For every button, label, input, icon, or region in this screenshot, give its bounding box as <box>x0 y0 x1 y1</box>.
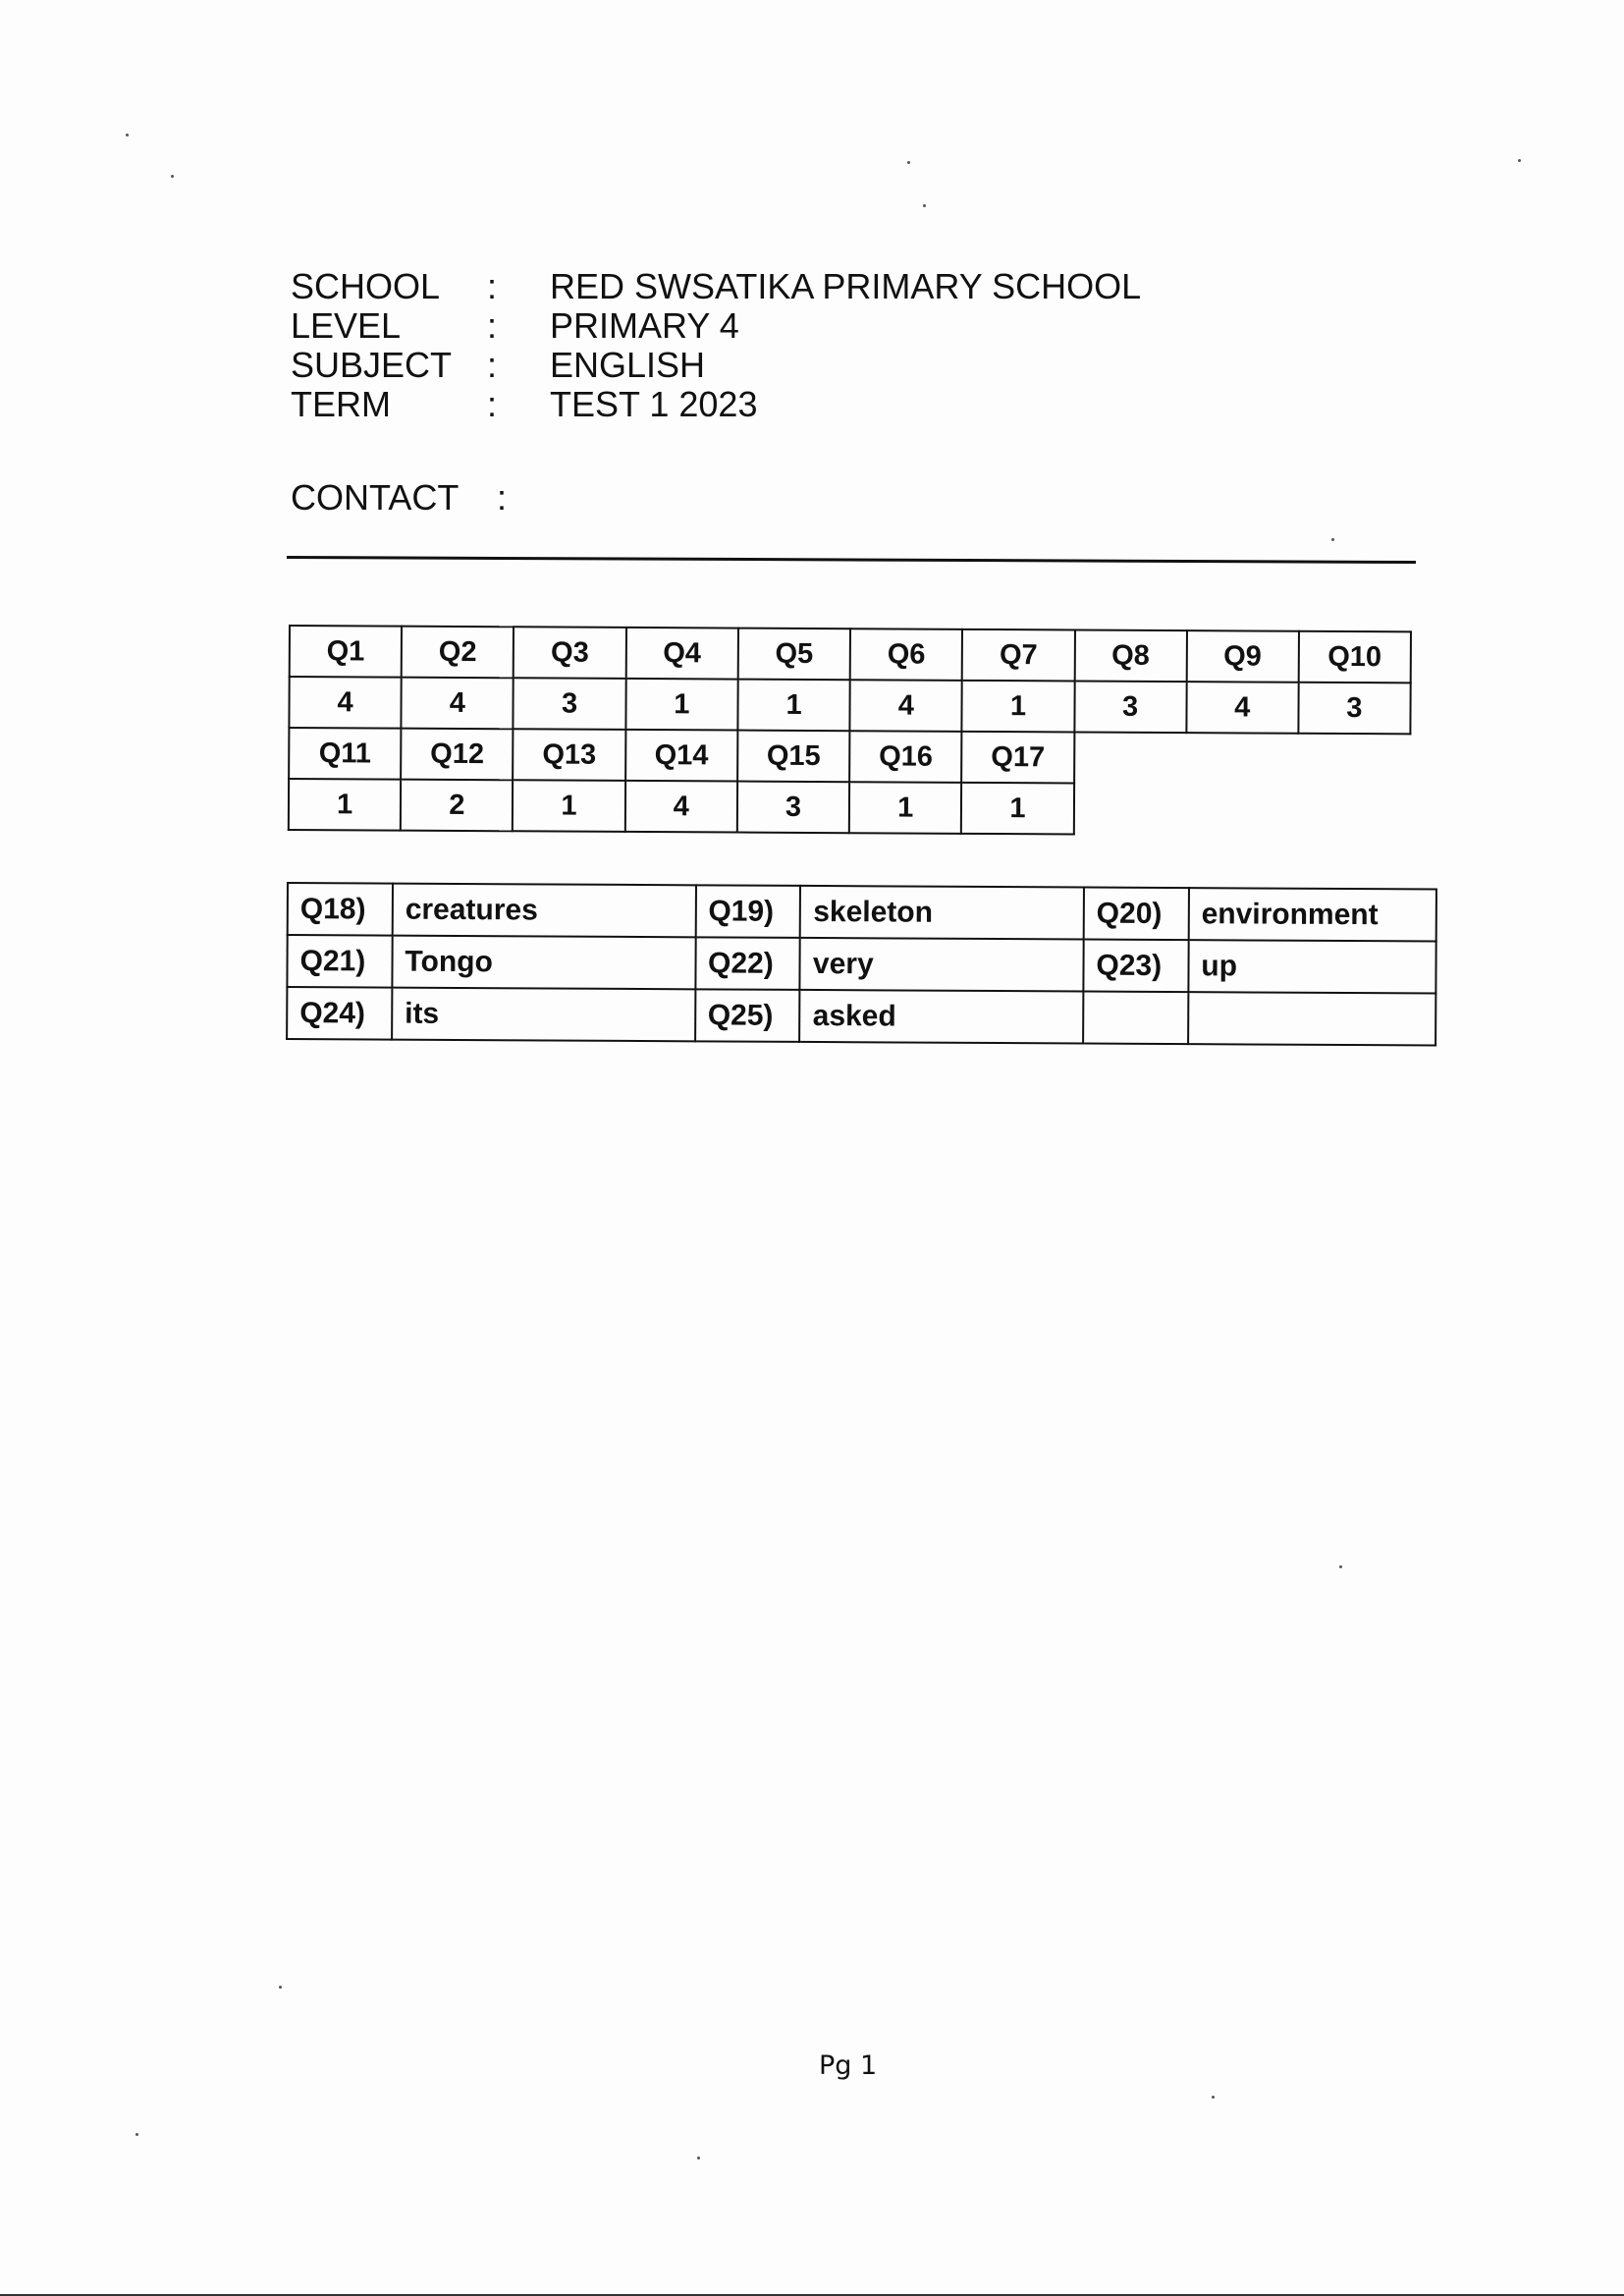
mcq-answer-cell: 1 <box>737 680 850 732</box>
scan-speck <box>1212 2096 1215 2099</box>
mcq-question-cell: Q8 <box>1074 629 1186 682</box>
info-colon: : <box>487 305 498 346</box>
word-question-cell: Q19) <box>695 885 800 938</box>
mcq-question-cell: Q2 <box>402 627 514 679</box>
mcq-question-cell: Q4 <box>625 628 738 680</box>
scan-speck <box>1518 159 1521 162</box>
empty-cell <box>1073 783 1185 835</box>
word-answer-cell: skeleton <box>800 886 1084 940</box>
word-question-cell: Q23) <box>1083 940 1188 993</box>
info-value: RED SWSATIKA PRIMARY SCHOOL <box>550 266 1142 306</box>
scan-speck <box>923 204 926 207</box>
info-row-school <box>291 267 1141 306</box>
word-answer-row <box>288 883 1436 942</box>
empty-cell <box>1186 733 1298 785</box>
contact-colon: : <box>497 477 508 518</box>
contact-row <box>291 477 560 519</box>
mcq-question-cell: Q5 <box>738 629 851 681</box>
word-answer-table <box>286 882 1437 1047</box>
info-label: TERM <box>291 384 391 424</box>
info-row-term <box>291 385 1141 424</box>
page-number: Pg 1 <box>819 2050 878 2081</box>
info-colon: : <box>487 266 498 306</box>
mcq-answer-cell: 2 <box>401 780 514 832</box>
info-row-subject <box>291 346 1141 385</box>
mcq-question-cell: Q6 <box>850 629 963 681</box>
word-answer-cell: up <box>1188 940 1435 993</box>
scan-speck <box>126 134 129 137</box>
mcq-question-cell: Q12 <box>401 729 514 781</box>
mcq-answer-cell: 3 <box>514 678 626 730</box>
mcq-answer-cell: 4 <box>625 781 738 833</box>
info-label: SUBJECT <box>291 345 453 385</box>
mcq-question-cell: Q16 <box>849 731 962 783</box>
empty-cell <box>1298 734 1411 786</box>
info-colon: : <box>487 345 498 385</box>
mcq-answer-cell: 1 <box>961 783 1074 835</box>
mcq-question-row <box>289 728 1410 785</box>
mcq-answer-cell: 1 <box>513 780 625 832</box>
scan-speck <box>171 175 174 178</box>
word-answer-cell: creatures <box>393 884 696 938</box>
scan-speck <box>135 2133 138 2136</box>
mcq-answer-cell: 3 <box>737 782 850 834</box>
mcq-question-cell: Q7 <box>962 629 1075 682</box>
empty-cell <box>1185 784 1297 836</box>
mcq-answer-cell: 4 <box>402 678 514 730</box>
mcq-answer-cell: 4 <box>1186 682 1298 734</box>
mcq-question-cell: Q9 <box>1186 630 1298 683</box>
contact-label: CONTACT <box>291 477 460 518</box>
scan-speck <box>697 2157 700 2159</box>
info-value: TEST 1 2023 <box>550 384 758 424</box>
word-answer-row <box>287 935 1435 994</box>
word-question-cell: Q22) <box>695 937 800 990</box>
mcq-question-row <box>290 626 1411 683</box>
word-answer-cell: asked <box>800 990 1084 1044</box>
info-label: SCHOOL <box>291 266 441 306</box>
mcq-answer-row <box>289 779 1410 836</box>
mcq-question-cell: Q17 <box>962 732 1075 784</box>
info-value: ENGLISH <box>550 345 706 385</box>
header-divider <box>287 556 1416 564</box>
word-question-cell: Q24) <box>287 987 392 1040</box>
info-value: PRIMARY 4 <box>550 305 739 346</box>
word-question-cell: Q21) <box>287 935 392 988</box>
mcq-answer-cell: 4 <box>289 677 402 729</box>
word-answer-cell: its <box>392 988 695 1042</box>
mcq-answer-row <box>289 677 1410 734</box>
word-answer-cell <box>1188 992 1435 1045</box>
mcq-answer-cell: 1 <box>962 681 1075 733</box>
mcq-question-cell: Q13 <box>514 729 626 781</box>
empty-cell <box>1074 732 1186 784</box>
scan-speck <box>1331 538 1334 541</box>
mcq-question-cell: Q14 <box>625 730 738 782</box>
mcq-answer-cell: 4 <box>850 680 963 732</box>
info-row-level <box>291 306 1141 346</box>
info-colon: : <box>487 384 498 424</box>
word-question-cell: Q18) <box>288 883 393 936</box>
mcq-answer-cell: 1 <box>289 779 402 831</box>
word-question-cell <box>1083 992 1188 1045</box>
header-info <box>291 267 1141 424</box>
scan-speck <box>907 161 910 164</box>
mcq-answer-cell: 3 <box>1074 681 1186 733</box>
mcq-question-cell: Q10 <box>1298 631 1411 683</box>
mcq-answer-cell: 1 <box>849 782 962 834</box>
empty-cell <box>1298 785 1411 837</box>
word-question-cell: Q20) <box>1084 888 1189 941</box>
mcq-question-cell: Q3 <box>514 627 626 679</box>
mcq-answer-cell: 1 <box>625 679 738 731</box>
mcq-answer-table <box>288 625 1412 837</box>
scan-speck <box>1339 1565 1342 1568</box>
word-answer-cell: Tongo <box>392 936 695 990</box>
scan-speck <box>279 1986 282 1989</box>
mcq-answer-cell: 3 <box>1298 683 1411 735</box>
word-answer-cell: very <box>800 938 1084 992</box>
info-label: LEVEL <box>291 305 402 346</box>
mcq-question-cell: Q11 <box>289 728 402 780</box>
mcq-question-cell: Q15 <box>737 731 850 783</box>
mcq-question-cell: Q1 <box>290 626 403 678</box>
word-answer-cell: environment <box>1188 888 1435 941</box>
word-question-cell: Q25) <box>695 989 800 1042</box>
word-answer-row <box>287 987 1435 1046</box>
